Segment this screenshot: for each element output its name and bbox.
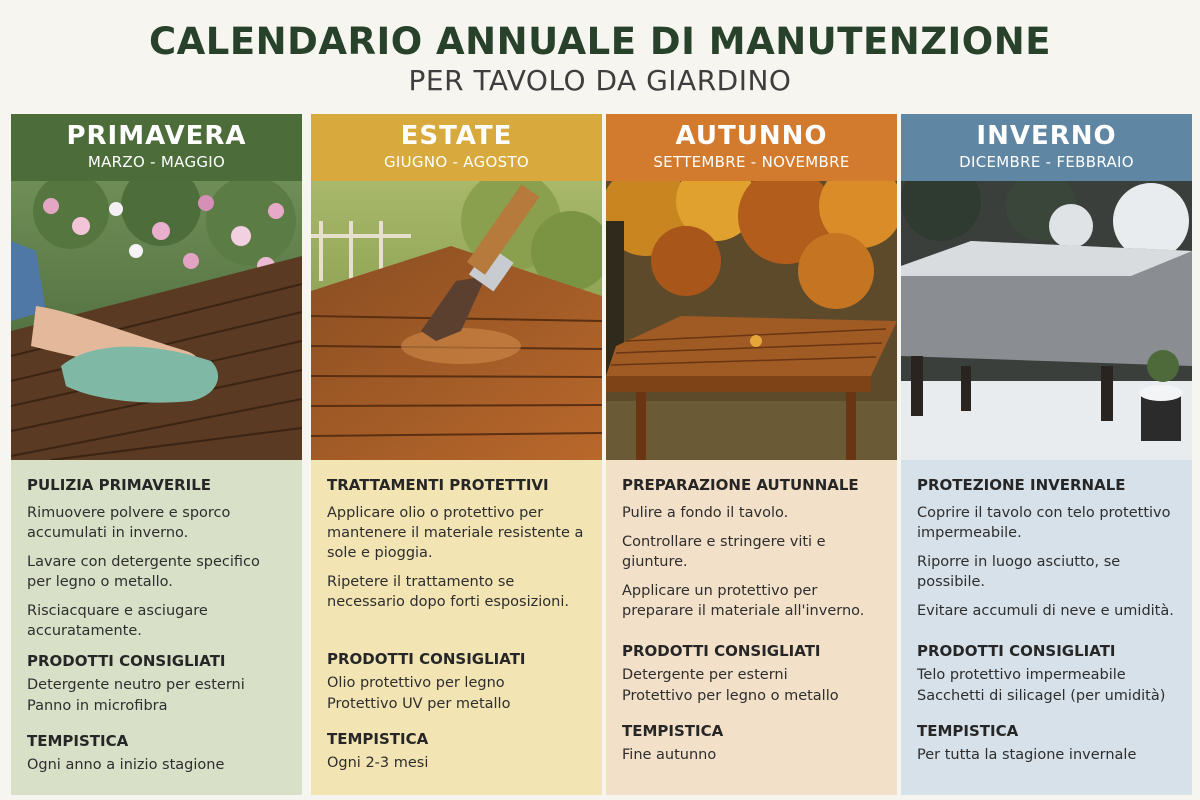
timing-title: TEMPISTICA (27, 732, 129, 750)
product-item: Telo protettivo impermeabile (917, 667, 1126, 683)
timing-title: TEMPISTICA (917, 722, 1019, 740)
task-item: Coprire il tavolo con telo protettivo impermeabile. (917, 505, 1171, 541)
products-title: PRODOTTI CONSIGLIATI (622, 642, 821, 660)
products-title: PRODOTTI CONSIGLIATI (917, 642, 1116, 660)
task-item: Applicare un protettivo per preparare il materiale all'inverno. (622, 583, 865, 619)
season-body (901, 460, 1192, 795)
season-months: MARZO - MAGGIO (87, 153, 226, 171)
season-body (606, 460, 897, 795)
season-header (901, 114, 1192, 181)
timing-value: Fine autunno (622, 747, 717, 763)
timing-value: Ogni 2-3 mesi (327, 755, 429, 771)
summer-oiling-photo (311, 181, 602, 460)
product-item: Detergente per esterni (622, 667, 788, 683)
spring-cleaning-photo (11, 181, 302, 460)
task-title: PROTEZIONE INVERNALE (917, 476, 1126, 494)
task-item: Riporre in luogo asciutto, se possibile. (917, 554, 1121, 590)
season-body (11, 460, 302, 795)
product-item: Panno in microfibra (27, 698, 168, 714)
timing-title: TEMPISTICA (327, 730, 429, 748)
task-item: Controllare e stringere viti e giunture. (622, 534, 826, 570)
timing-value: Per tutta la stagione invernale (917, 747, 1137, 763)
task-title: PREPARAZIONE AUTUNNALE (622, 476, 859, 494)
timing-value: Ogni anno a inizio stagione (27, 757, 225, 773)
season-header (311, 114, 602, 181)
season-name: AUTUNNO (675, 121, 828, 151)
page-title: CALENDARIO ANNUALE DI MANUTENZIONE (149, 20, 1051, 63)
season-column-estate (311, 114, 602, 795)
task-item: Ripetere il trattamento se necessario dopo forti esposizioni. (327, 574, 569, 610)
season-column-inverno (901, 114, 1192, 795)
season-body (311, 460, 602, 795)
season-name: PRIMAVERA (66, 121, 247, 151)
season-months: GIUGNO - AGOSTO (383, 153, 530, 171)
season-name: INVERNO (976, 121, 1117, 151)
season-column-autunno (606, 114, 897, 795)
season-months: DICEMBRE - FEBBRAIO (959, 153, 1134, 171)
season-column-primavera (11, 114, 302, 795)
page-subtitle: PER TAVOLO DA GIARDINO (408, 64, 792, 97)
timing-title: TEMPISTICA (622, 722, 724, 740)
season-months: SETTEMBRE - NOVEMBRE (653, 153, 850, 171)
products-title: PRODOTTI CONSIGLIATI (327, 650, 526, 668)
products-title: PRODOTTI CONSIGLIATI (27, 652, 226, 670)
product-item: Protettivo per legno o metallo (622, 688, 839, 704)
season-header (11, 114, 302, 181)
product-item: Protettivo UV per metallo (327, 696, 511, 712)
task-item: Applicare olio o protettivo per mantenere il materiale resistente a sole e pioggia. (327, 505, 584, 561)
task-item: Lavare con detergente specifico per legno o metallo. (27, 554, 260, 590)
product-item: Detergente neutro per esterni (27, 677, 245, 693)
task-item: Evitare accumuli di neve e umidità. (917, 603, 1174, 619)
season-header (606, 114, 897, 181)
product-item: Sacchetti di silicagel (per umidità) (917, 688, 1166, 704)
season-name: ESTATE (400, 121, 513, 151)
autumn-table-photo (606, 181, 897, 460)
winter-covered-table-photo (901, 181, 1192, 460)
task-item: Pulire a fondo il tavolo. (622, 505, 789, 521)
task-title: TRATTAMENTI PROTETTIVI (327, 476, 549, 494)
task-item: Rimuovere polvere e sporco accumulati in inverno. (27, 505, 231, 541)
product-item: Olio protettivo per legno (327, 675, 505, 691)
task-title: PULIZIA PRIMAVERILE (27, 476, 212, 494)
task-item: Risciacquare e asciugare accuratamente. (27, 603, 208, 639)
